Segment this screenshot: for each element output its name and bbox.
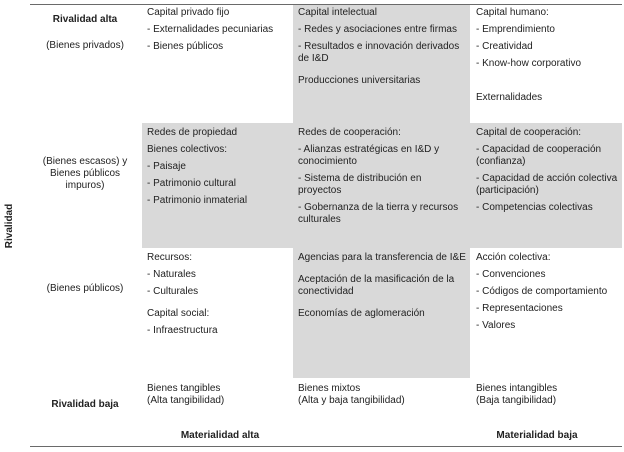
list-item: - Capacidad de cooperación (confianza) xyxy=(476,144,602,167)
cell-mixed-goods xyxy=(298,383,468,407)
cell-title: Capital intelectual xyxy=(298,7,377,18)
cell-intellectual-capital xyxy=(298,7,463,87)
list-item: - Patrimonio cultural xyxy=(147,178,236,189)
rivalry-low-label: Rivalidad baja xyxy=(51,399,119,410)
list-item: - Culturales xyxy=(147,286,199,297)
cell-resources xyxy=(147,252,289,337)
list-item: - Know-how corporativo xyxy=(476,58,582,69)
list-item: - Bienes públicos xyxy=(147,41,224,52)
list-item: - Resultados e innovación derivados de I&D xyxy=(298,41,460,64)
cell-title: Redes de cooperación: xyxy=(298,127,401,138)
list-item: - Sistema de distribución en proyectos xyxy=(298,173,422,196)
list-item: - Paisaje xyxy=(147,161,186,172)
cell-property-networks xyxy=(147,127,289,207)
cell-intangible-goods xyxy=(476,383,620,407)
cell-line: (Baja tangibilidad) xyxy=(476,395,557,406)
cell-extra: Externalidades xyxy=(476,92,543,103)
list-item: - Creatividad xyxy=(476,41,533,52)
cell-human-capital xyxy=(476,7,620,104)
cell-line: Bienes mixtos xyxy=(298,383,361,394)
cell-line: Bienes tangibles xyxy=(147,383,221,394)
list-item: - Capacidad de acción colectiva (participación) xyxy=(476,173,618,196)
cell-agencies xyxy=(298,252,468,320)
list-item: - Externalidades pecuniarias xyxy=(147,24,274,35)
cell-line: Economías de aglomeración xyxy=(298,308,425,319)
cell-extra: Producciones universitarias xyxy=(298,75,421,86)
cell-tangible-goods xyxy=(147,383,289,407)
cell-title: Recursos: xyxy=(147,252,193,263)
rivalry-axis-label: Rivalidad xyxy=(4,203,15,249)
cell-title: Redes de propiedad xyxy=(147,127,238,138)
cell-collective-action xyxy=(476,252,620,332)
cell-subtitle: Capital social: xyxy=(147,308,210,319)
cell-title: Capital humano: xyxy=(476,7,549,18)
cell-line: (Alta y baja tangibilidad) xyxy=(298,395,405,406)
public-goods-label: (Bienes públicos) xyxy=(46,283,124,294)
cell-subtitle: Bienes colectivos: xyxy=(147,144,228,155)
list-item: - Gobernanza de la tierra y recursos culturales xyxy=(298,202,459,225)
bottom-rule xyxy=(30,446,622,447)
list-item: - Redes y asociaciones entre firmas xyxy=(298,24,457,35)
cell-line: Bienes intangibles xyxy=(476,383,558,394)
list-item: - Alianzas estratégicas en I&D y conocimiento xyxy=(298,144,440,167)
list-item: - Competencias colectivas xyxy=(476,202,593,213)
list-item: - Códigos de comportamiento xyxy=(476,286,608,297)
cell-title: Capital privado fijo xyxy=(147,7,230,18)
cell-cooperation-networks xyxy=(298,127,463,226)
cell-title: Acción colectiva: xyxy=(476,252,551,263)
private-goods-label: (Bienes privados) xyxy=(46,40,124,51)
list-item: - Infraestructura xyxy=(147,325,218,336)
cell-title: Capital de cooperación: xyxy=(476,127,582,138)
material-high-label: Materialidad alta xyxy=(180,430,260,441)
cell-line: Aceptación de la masificación de la conectividad xyxy=(298,274,455,297)
cell-line: (Alta tangibilidad) xyxy=(147,395,225,406)
list-item: - Emprendimiento xyxy=(476,24,555,35)
list-item: - Representaciones xyxy=(476,303,563,314)
material-low-label: Materialidad baja xyxy=(496,430,578,441)
cell-cooperation-capital xyxy=(476,127,620,214)
cell-line: Agencias para la transferencia de I&E xyxy=(298,252,466,263)
cell-fixed-private-capital xyxy=(147,7,289,53)
list-item: - Naturales xyxy=(147,269,196,280)
list-item: - Patrimonio inmaterial xyxy=(147,195,248,206)
list-item: - Valores xyxy=(476,320,516,331)
rivalry-high-label: Rivalidad alta xyxy=(52,14,118,25)
scarce-goods-label: (Bienes escasos) y Bienes públicos impuros) xyxy=(42,156,128,191)
list-item: - Convenciones xyxy=(476,269,546,280)
